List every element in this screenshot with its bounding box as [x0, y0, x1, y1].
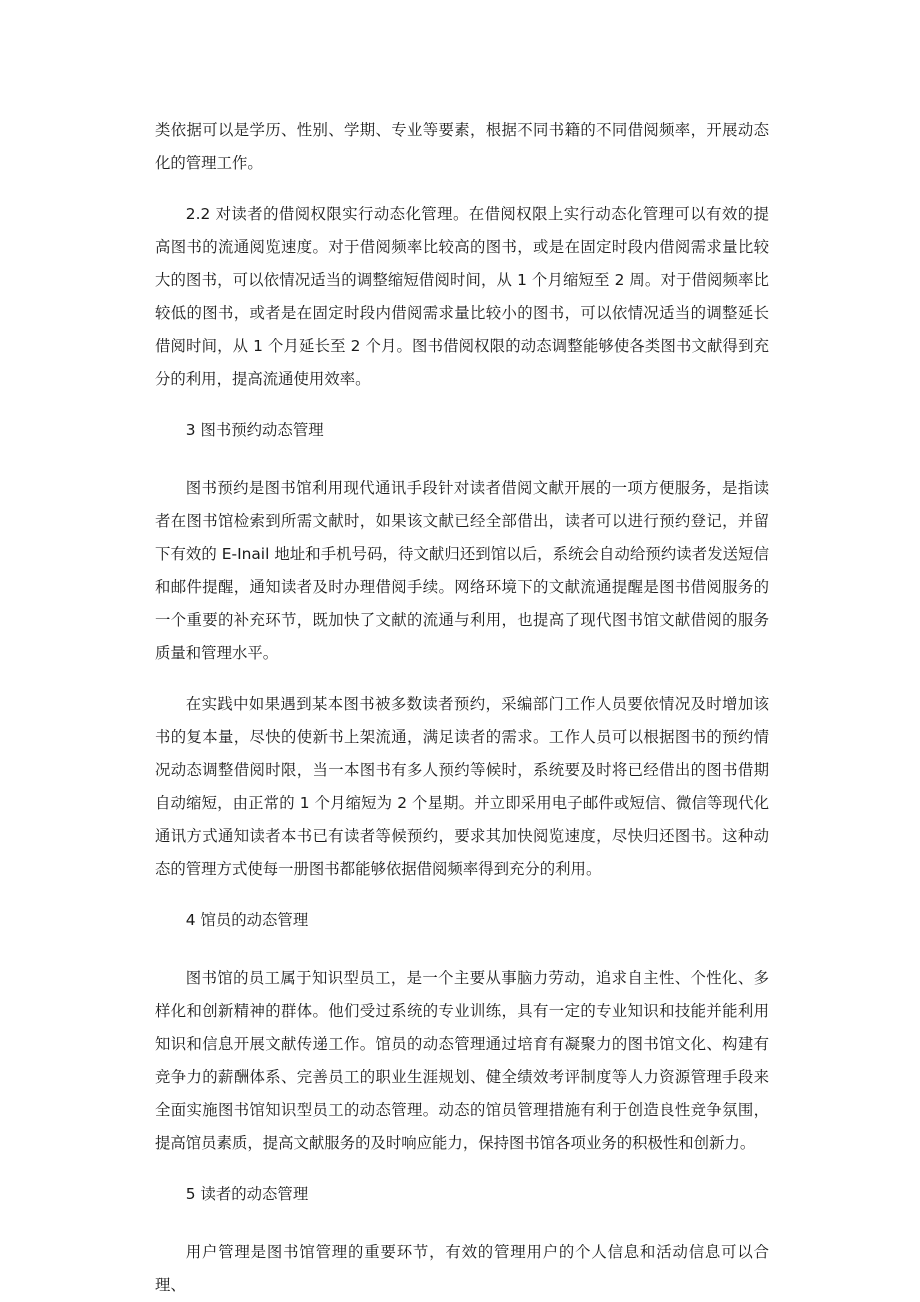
section-heading-3: 3 图书预约动态管理: [185, 421, 324, 439]
paragraph-continuation: 类依据可以是学历、性别、学期、专业等要素，根据不同书籍的不同借阅频率，开展动态化的管理工作。: [155, 121, 769, 172]
paragraph-3-reservation-practice: 在实践中如果遇到某本图书被多数读者预约，采编部门工作人员要依情况及时增加该书的复本量，尽快的使新书上架流通，满足读者的需求。工作人员可以根据图书的预约情况动态调整借阅时限，当一本图书有多人预约等候时，系统要及时将已经借出的图书借期自动缩短，由正常的 1 个月缩短为 2 个星期。并立即采用电子邮件或短信、微信等现代化通讯方式通知读者本书已有读者等候预约，要求其加快阅览速度，尽快归还图书。这种动态的管理方式使每一册图书都能够依据借阅频率得到充分的利用。: [155, 695, 769, 878]
document-body: [155, 114, 769, 1302]
paragraph-5-reader-management: 用户管理是图书馆管理的重要环节，有效的管理用户的个人信息和活动信息可以合理、: [155, 1243, 769, 1294]
paragraph-3-reservation-intro: 图书预约是图书馆利用现代通讯手段针对读者借阅文献开展的一项方便服务，是指读者在图书馆检索到所需文献时，如果该文献已经全部借出，读者可以进行预约登记，并留下有效的 E-Inail 地址和手机号码，待文献归还到馆以后，系统会自动给预约读者发送短信和邮件提醒，通知读者及时办理借阅手续。网络环境下的文献流通提醒是图书借阅服务的一个重要的补充环节，既加快了文献的流通与利用，也提高了现代图书馆文献借阅的服务质量和管理水平。: [155, 479, 769, 662]
paragraph-4-staff-management: 图书馆的员工属于知识型员工，是一个主要从事脑力劳动，追求自主性、个性化、多样化和创新精神的群体。他们受过系统的专业训练，具有一定的专业知识和技能并能利用知识和信息开展文献传递工作。馆员的动态管理通过培育有凝聚力的图书馆文化、构建有竞争力的薪酬体系、完善员工的职业生涯规划、健全绩效考评制度等人力资源管理手段来全面实施图书馆知识型员工的动态管理。动态的馆员管理措施有利于创造良性竞争氛围，提高馆员素质，提高文献服务的及时响应能力，保持图书馆各项业务的积极性和创新力。: [155, 969, 769, 1152]
paragraph-2-2-borrowing-permissions: 2.2 对读者的借阅权限实行动态化管理。在借阅权限上实行动态化管理可以有效的提高图书的流通阅览速度。对于借阅频率比较高的图书，或是在固定时段内借阅需求量比较大的图书，可以依情况适当的调整缩短借阅时间，从 1 个月缩短至 2 周。对于借阅频率比较低的图书，或者是在固定时段内借阅需求量比较小的图书，可以依情况适当的调整延长借阅时间，从 1 个月延长至 2 个月。图书借阅权限的动态调整能够使各类图书文献得到充分的利用，提高流通使用效率。: [155, 205, 769, 388]
section-heading-5: 5 读者的动态管理: [185, 1185, 309, 1203]
section-heading-4: 4 馆员的动态管理: [185, 911, 309, 929]
